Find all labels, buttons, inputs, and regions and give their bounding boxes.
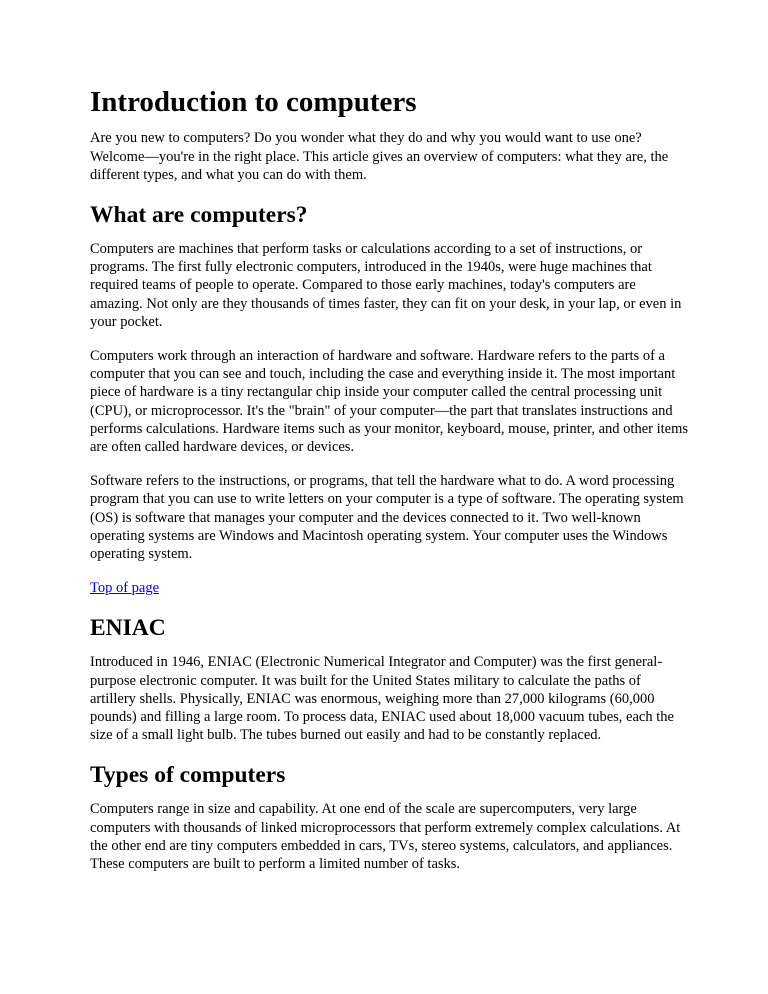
page-title: Introduction to computers [90,86,417,118]
section-eniac [90,615,690,744]
section-what-are-computers [90,202,690,597]
section-heading: ENIAC [90,615,166,642]
section-paragraph: Computers work through an interaction of hardware and software. Hardware refers to the parts of a computer that you can see and touch, including the case and everything inside it. The most important piece of hardware is a tiny rectangular chip inside your computer called the central processing unit (CPU), or microprocessor. It's the "brain" of your computer—the part that translates instructions and performs calculations. Hardware items such as your monitor, keyboard, mouse, printer, and other items are often called hardware devices, or devices. [90,347,689,455]
section-heading: What are computers? [90,201,308,228]
section-types-of-computers [90,762,690,873]
top-of-page-link[interactable]: Top of page [90,580,160,597]
intro-paragraph: Are you new to computers? Do you wonder what they do and why you would want to use one? Welcome—you're in the right place. This article gives an overview of computers: what they are, the different types, and what you can do with them. [90,130,669,183]
section-paragraph: Computers are machines that perform tasks or calculations according to a set of instructions, or programs. The first fully electronic computers, introduced in the 1940s, were huge machines that required teams of people to operate. Compared to those early machines, today's computers are amazing. Not only are they thousands of times faster, they can fit on your desk, in your lap, or even in your pocket. [90,240,682,330]
section-paragraph: Computers range in size and capability. At one end of the scale are supercomputers, very large computers with thousands of linked microprocessors that perform extremely complex calculations. At the other end are tiny computers embedded in cars, TVs, stereo systems, calculators, and appliances. These computers are built to perform a limited number of tasks. [90,801,681,873]
section-paragraph: Introduced in 1946, ENIAC (Electronic Numerical Integrator and Computer) was the first general-purpose electronic computer. It was built for the United States military to calculate the paths of artillery shells. Physically, ENIAC was enormous, weighing more than 27,000 kilograms (60,000 pounds) and filling a large room. To process data, ENIAC used about 18,000 vacuum tubes, each the size of a small light bulb. The tubes burned out easily and had to be constantly replaced. [90,654,674,744]
document-page [90,86,690,889]
section-heading: Types of computers [90,762,286,789]
section-paragraph: Software refers to the instructions, or programs, that tell the hardware what to do. A word processing program that you can use to write letters on your computer is a type of software. The operating system (OS) is software that manages your computer and the devices connected to it. Two well-known operating systems are Windows and Macintosh operating system. Your computer uses the Windows operating system. [90,473,684,563]
top-of-page-container [90,579,690,597]
